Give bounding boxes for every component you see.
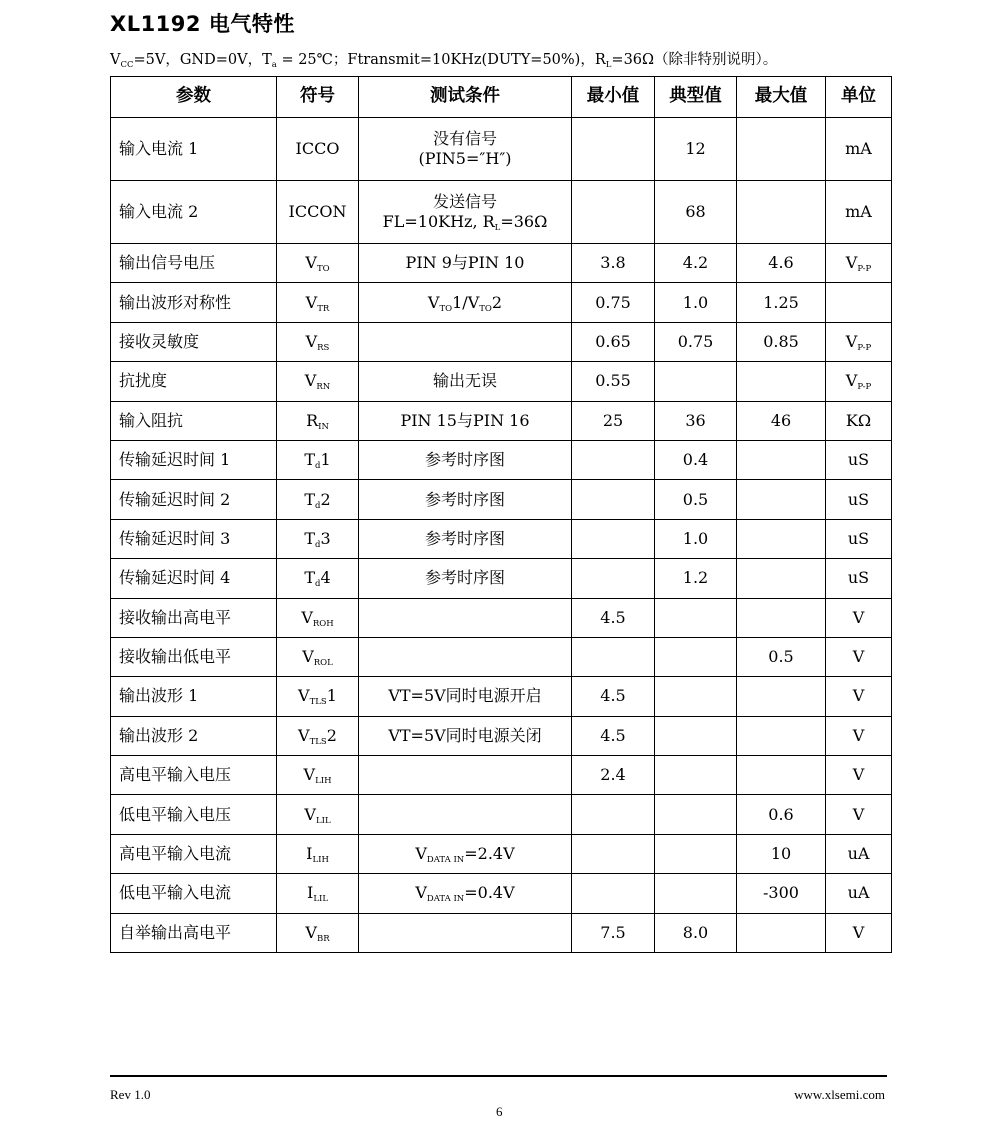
condition-cell: 参考时序图 [359,559,572,598]
symbol-base: T [304,568,316,588]
min-cell: 4.5 [572,677,655,716]
typ-cell [655,598,737,637]
symbol-suffix: 2 [320,489,331,509]
min-cell: 2.4 [572,756,655,795]
symbol-cell [277,598,359,637]
typ-cell: 1.0 [655,283,737,322]
table-row [111,834,892,873]
condition-cell: PIN 15与PIN 16 [359,401,572,440]
header-condition: 测试条件 [359,77,572,118]
unit-cell [826,519,892,558]
condition-line-2 [363,149,567,169]
condition-cell [359,913,572,952]
max-cell [737,118,826,181]
symbol-base: T [304,489,316,509]
table-row [111,795,892,834]
symbol-subscript: LIH [312,855,329,866]
param-cell: 传输延迟时间 3 [111,519,277,558]
param-cell: 传输延迟时间 1 [111,440,277,479]
condition-base: V [427,292,440,312]
symbol-subscript: ROL [313,658,333,669]
table-row [111,244,892,283]
condition-cell [359,283,572,322]
param-cell: 传输延迟时间 4 [111,559,277,598]
unit-cell [826,795,892,834]
unit-cell [826,401,892,440]
max-cell [737,598,826,637]
unit-base: mA [845,139,872,158]
header-symbol: 符号 [277,77,359,118]
min-cell [572,480,655,519]
typ-cell [655,834,737,873]
unit-cell [826,559,892,598]
symbol-base: V [303,765,316,785]
symbol-subscript: LIL [315,815,331,826]
condition-cell: 参考时序图 [359,480,572,519]
symbol-cell [277,637,359,676]
unit-base: V [852,607,865,627]
typ-cell [655,795,737,834]
max-cell [737,716,826,755]
condition-line-1: 没有信号 [432,129,497,148]
min-cell: 4.5 [572,716,655,755]
table-row [111,118,892,181]
table-row [111,559,892,598]
table-row [111,598,892,637]
page-title: XL1192 电气特性 [110,12,295,36]
min-cell: 0.75 [572,283,655,322]
symbol-base: ICCON [288,202,347,221]
condition-line-2-text: (PIN5=″H″) [418,149,512,168]
max-cell: 4.6 [737,244,826,283]
table-row [111,913,892,952]
symbol-subscript: LIH [315,776,332,787]
symbol-suffix: 2 [326,725,337,745]
max-cell [737,559,826,598]
symbol-cell [277,795,359,834]
unit-subscript: P-P [857,264,872,275]
symbol-base: V [298,686,310,706]
symbol-base: I [307,883,314,903]
condition-line-2-text: FL=10KHz, R [382,212,495,231]
symbol-subscript: ROH [312,618,334,629]
symbol-base: V [305,253,317,273]
table-row [111,362,892,401]
condition-cell [359,322,572,361]
condition-base: V [415,883,427,903]
param-cell: 输入电流 1 [111,118,277,181]
param-cell: 高电平输入电压 [111,756,277,795]
symbol-cell [277,362,359,401]
table-row [111,480,892,519]
symbol-subscript: TO [316,264,330,275]
symbol-cell [277,480,359,519]
min-cell: 25 [572,401,655,440]
unit-cell [826,716,892,755]
table-body [111,118,892,953]
symbol-cell [277,283,359,322]
condition-cell: VT=5V同时电源关闭 [359,716,572,755]
typ-cell: 1.0 [655,519,737,558]
typ-cell: 8.0 [655,913,737,952]
condition-cell: 参考时序图 [359,519,572,558]
condition-cell: 参考时序图 [359,440,572,479]
min-cell: 0.65 [572,322,655,361]
symbol-base: V [302,647,314,667]
unit-cell [826,637,892,676]
param-cell: 输出波形对称性 [111,283,277,322]
condition-subscript: DATA IN [426,855,465,866]
table-row [111,181,892,244]
max-cell: 0.5 [737,637,826,676]
unit-base: V [852,647,865,667]
table-row [111,716,892,755]
max-cell [737,519,826,558]
symbol-suffix: 4 [320,568,331,588]
table-row [111,322,892,361]
unit-cell [826,598,892,637]
typ-cell [655,756,737,795]
min-cell: 0.55 [572,362,655,401]
unit-cell [826,440,892,479]
max-cell [737,756,826,795]
typ-cell: 68 [655,181,737,244]
revision-label: Rev 1.0 [110,1087,151,1102]
symbol-cell [277,440,359,479]
min-cell: 7.5 [572,913,655,952]
condition-line-2-rest: =36Ω [500,212,548,231]
symbol-base: V [305,331,318,351]
param-cell: 输出波形 2 [111,716,277,755]
symbol-cell [277,756,359,795]
param-cell: 低电平输入电流 [111,874,277,913]
symbol-cell [277,559,359,598]
typ-cell: 4.2 [655,244,737,283]
symbol-subscript: TLS [309,736,327,747]
unit-base: uS [847,450,870,470]
condition-cell [359,598,572,637]
param-cell: 输出波形 1 [111,677,277,716]
table-row [111,283,892,322]
symbol-cell [277,677,359,716]
condition-subscript-2: TO [479,303,492,314]
unit-subscript: P-P [857,382,872,393]
condition-cell [359,874,572,913]
symbol-base: V [298,725,310,745]
param-cell: 输出信号电压 [111,244,277,283]
header-unit: 单位 [826,77,892,118]
typ-cell: 0.75 [655,322,737,361]
unit-base: uS [847,489,870,509]
symbol-cell [277,401,359,440]
symbol-cell [277,322,359,361]
website-label: www.xlsemi.com [794,1087,885,1102]
min-cell [572,519,655,558]
min-cell [572,874,655,913]
condition-line-2 [363,212,567,232]
symbol-cell [277,913,359,952]
symbol-base: I [306,844,313,864]
param-cell: 接收灵敏度 [111,322,277,361]
max-cell: 46 [737,401,826,440]
condition-rest-2: 2 [491,292,503,312]
min-cell [572,795,655,834]
condition-cell [359,637,572,676]
param-cell: 抗扰度 [111,362,277,401]
unit-base: mA [845,202,872,221]
unit-base: uS [847,568,870,588]
symbol-base: V [304,371,317,391]
max-cell [737,677,826,716]
symbol-subscript: IN [318,421,329,432]
condition-line-2-subscript: L [494,223,501,233]
symbol-base: V [301,607,313,627]
min-cell [572,834,655,873]
condition-cell [359,181,572,244]
unit-cell [826,480,892,519]
symbol-subscript: RN [316,382,331,393]
table-row [111,440,892,479]
symbol-base: ICCO [295,139,340,158]
unit-base: V [852,804,865,824]
unit-cell [826,362,892,401]
condition-cell: 输出无误 [359,362,572,401]
unit-base: V [845,371,858,391]
unit-base: V [852,725,865,745]
param-cell: 接收输出低电平 [111,637,277,676]
condition-cell [359,756,572,795]
symbol-cell [277,244,359,283]
typ-cell [655,716,737,755]
symbol-subscript: TR [317,303,330,314]
typ-cell [655,362,737,401]
vcc-symbol: $V_{CC}$ [110,52,134,70]
symbol-subscript: LIL [313,894,328,905]
unit-base: uA [847,883,870,903]
typ-cell: 0.4 [655,440,737,479]
param-cell: 输入电流 2 [111,181,277,244]
param-cell: 传输延迟时间 2 [111,480,277,519]
table-row [111,401,892,440]
unit-base: V [852,922,865,942]
unit-base: V [852,765,865,785]
min-cell [572,118,655,181]
unit-cell [826,118,892,181]
typ-cell [655,637,737,676]
symbol-cell [277,874,359,913]
ta-subscript: a [271,60,277,70]
condition-subscript: TO [439,303,453,314]
typ-cell: 12 [655,118,737,181]
param-cell: 低电平输入电压 [111,795,277,834]
symbol-cell [277,716,359,755]
table-row [111,519,892,558]
unit-base: V [845,331,858,351]
condition-cell: VT=5V同时电源开启 [359,677,572,716]
param-cell: 高电平输入电流 [111,834,277,873]
unit-base: KΩ [845,410,872,430]
unit-subscript: P-P [857,342,872,353]
symbol-cell [277,519,359,558]
unit-cell [826,244,892,283]
max-cell [737,440,826,479]
unit-cell [826,322,892,361]
symbol-base: V [304,804,316,824]
header-max: 最大值 [737,77,826,118]
symbol-subscript: TLS [309,697,327,708]
max-cell [737,362,826,401]
table-row [111,756,892,795]
typ-cell [655,874,737,913]
typ-cell [655,677,737,716]
symbol-cell [277,181,359,244]
typ-cell: 36 [655,401,737,440]
min-cell: 3.8 [572,244,655,283]
symbol-subscript: RS [317,342,330,353]
min-cell [572,440,655,479]
symbol-subscript: d [315,461,321,472]
symbol-base: T [304,528,316,548]
condition-subscript: DATA IN [426,894,465,905]
unit-base: uS [847,528,870,548]
symbol-subscript: d [315,579,321,590]
table-row [111,874,892,913]
min-cell [572,181,655,244]
rl-subscript: L [605,60,612,70]
symbol-base: V [305,922,317,942]
unit-cell [826,834,892,873]
footer-divider [110,1075,887,1077]
page-number: 6 [496,1104,503,1119]
table-header-row [111,77,892,118]
param-cell: 自举输出高电平 [111,913,277,952]
max-cell: -300 [737,874,826,913]
condition-cell [359,834,572,873]
unit-base: V [852,686,865,706]
unit-cell [826,677,892,716]
symbol-suffix: 3 [320,528,331,548]
symbol-suffix: 1 [320,450,331,470]
condition-cell: PIN 9与PIN 10 [359,244,572,283]
max-cell: 1.25 [737,283,826,322]
table-row [111,637,892,676]
max-cell: 0.6 [737,795,826,834]
max-cell [737,913,826,952]
param-cell: 输入阻抗 [111,401,277,440]
condition-cell [359,118,572,181]
param-cell: 接收输出高电平 [111,598,277,637]
unit-cell [826,756,892,795]
unit-base: uA [847,844,870,864]
condition-base: V [415,844,427,864]
max-cell: 0.85 [737,322,826,361]
symbol-cell [277,118,359,181]
table-row [111,677,892,716]
condition-cell [359,795,572,834]
condition-rest: =2.4V [464,844,515,864]
symbol-cell [277,834,359,873]
max-cell [737,480,826,519]
min-cell [572,637,655,676]
max-cell [737,181,826,244]
symbol-subscript: d [315,539,321,550]
typ-cell: 0.5 [655,480,737,519]
max-cell: 10 [737,834,826,873]
min-cell [572,559,655,598]
condition-line-1: 发送信号 [432,192,497,211]
symbol-subscript: BR [316,933,330,944]
header-typ: 典型值 [655,77,737,118]
symbol-base: V [305,292,318,312]
symbol-subscript: d [315,500,321,511]
unit-base: V [845,253,858,273]
min-cell: 4.5 [572,598,655,637]
symbol-base: R [306,410,319,430]
unit-cell [826,874,892,913]
symbol-base: T [304,450,316,470]
unit-cell [826,283,892,322]
header-param: 参数 [111,77,277,118]
electrical-characteristics-table [110,76,892,953]
unit-cell [826,913,892,952]
header-min: 最小值 [572,77,655,118]
test-conditions: $V_{CC}=5V$，GND=0V，$T_a$ = 25℃；Ftransmit=10KHz(DUTY=50%)，$R_L=36\Omega$（除非特别说明）。 [110,52,778,70]
symbol-suffix: 1 [326,686,337,706]
condition-rest: =0.4V [464,883,515,903]
condition-rest: 1/V [452,292,480,312]
typ-cell: 1.2 [655,559,737,598]
unit-cell [826,181,892,244]
